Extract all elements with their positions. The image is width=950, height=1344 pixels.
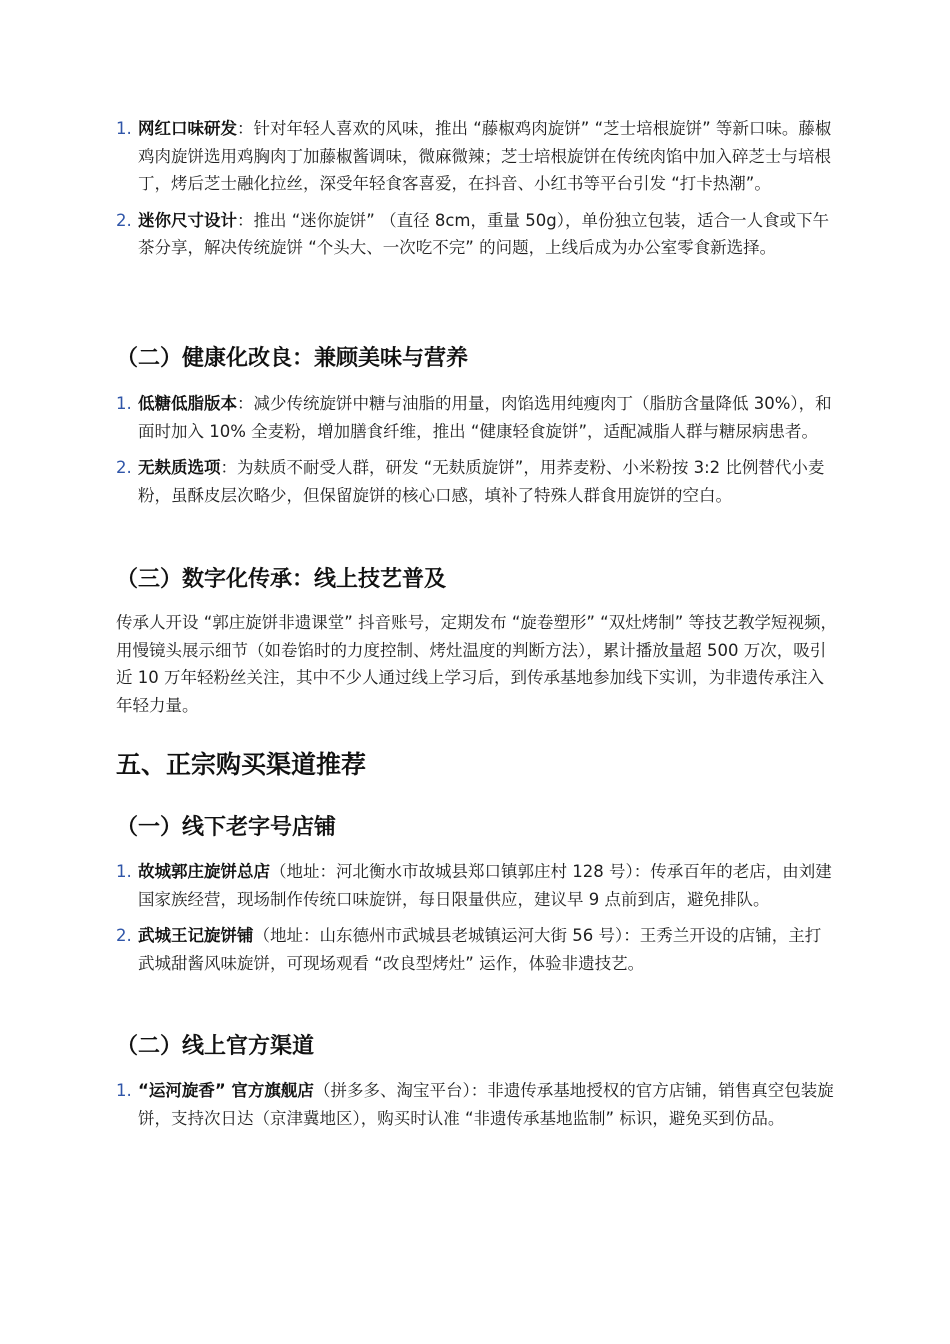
list-number: 2.: [116, 926, 132, 945]
section-heading-health: （二）健康化改良：兼顾美味与营养: [116, 346, 469, 371]
list-item-title: “运河旋香” 官方旗舰店: [138, 1081, 314, 1100]
list-item-title: 低糖低脂版本: [138, 394, 237, 413]
list-item-text: ：为麸质不耐受人群，研发 “无麸质旋饼”，用荞麦粉、小米粉按 3:2 比例替代小麦粉，虽酥皮层次略少，但保留旋饼的核心口感，填补了特殊人群食用旋饼的空白。: [138, 458, 825, 505]
section-heading-online: （二）线上官方渠道: [116, 1034, 315, 1059]
section-heading-digital: （三）数字化传承：线上技艺普及: [116, 567, 447, 592]
list-item: [116, 115, 836, 198]
list-item-title: 武城王记旋饼铺: [138, 926, 254, 945]
list-item: [116, 390, 836, 445]
innovation-flavor-list: [116, 115, 836, 271]
list-number: 1.: [116, 862, 132, 881]
offline-store-list: [116, 858, 836, 986]
chapter-heading-purchase: 五、正宗购买渠道推荐: [116, 750, 367, 779]
list-item-text: ：针对年轻人喜欢的风味，推出 “藤椒鸡肉旋饼” “芝士培根旋饼” 等新口味。藤椒鸡肉旋饼选用鸡胸肉丁加藤椒酱调味，微麻微辣；芝士培根旋饼在传统肉馅中加入碎芝士与培根丁，烤后芝士融化拉丝，深受年轻食客喜爱，在抖音、小红书等平台引发 “打卡热潮”。: [138, 119, 832, 193]
list-item: [116, 858, 836, 913]
list-item: [116, 922, 836, 977]
digital-paragraph: 传承人开设 “郭庄旋饼非遗课堂” 抖音账号，定期发布 “旋卷塑形” “双灶烤制” 等技艺教学短视频，用慢镜头展示细节（如卷馅时的力度控制、烤灶温度的判断方法），累计播放量超 500 万次，吸引近 10 万年轻粉丝关注，其中不少人通过线上学习后，到传承基地参加线下实训，为非遗传承注入年轻力量。: [116, 613, 838, 715]
list-item: [116, 454, 836, 509]
list-number: 2.: [116, 210, 132, 230]
list-number: 1.: [116, 1081, 132, 1100]
list-number: 1.: [116, 119, 132, 138]
health-list: [116, 390, 836, 518]
section-heading-offline: （一）线下老字号店铺: [116, 815, 337, 840]
list-item-text: （拼多多、淘宝平台）：非遗传承基地授权的官方店铺，销售真空包装旋饼，支持次日达（京津冀地区），购买时认准 “非遗传承基地监制” 标识，避免买到仿品。: [138, 1081, 834, 1128]
online-channel-list: [116, 1077, 836, 1141]
list-number: 2.: [116, 458, 132, 477]
list-item-text: ：减少传统旋饼中糖与油脂的用量，肉馅选用纯瘦肉丁（脂肪含量降低 30%），和面时加入 10% 全麦粉，增加膳食纤维，推出 “健康轻食旋饼”，适配减脂人群与糖尿病患者。: [138, 394, 832, 441]
list-item-title: 无麸质选项: [138, 458, 221, 477]
list-item-title: 网红口味研发: [138, 119, 237, 138]
list-item: [116, 207, 836, 262]
list-item-title: 故城郭庄旋饼总店: [138, 862, 270, 881]
list-number: 1.: [116, 394, 132, 413]
list-item-text: （地址：河北衡水市故城县郑口镇郭庄村 128 号）：传承百年的老店，由刘建国家族经营，现场制作传统口味旋饼，每日限量供应，建议早 9 点前到店，避免排队。: [138, 862, 832, 909]
list-item-text: ：推出 “迷你旋饼” （直径 8cm，重量 50g），单份独立包装，适合一人食或下午茶分享，解决传统旋饼 “个头大、一次吃不完” 的问题，上线后成为办公室零食新选择。: [138, 210, 829, 257]
list-item: [116, 1077, 836, 1132]
list-item-text: （地址：山东德州市武城县老城镇运河大街 56 号）：王秀兰开设的店铺，主打武城甜酱风味旋饼，可现场观看 “改良型烤灶” 运作，体验非遗技艺。: [138, 926, 822, 973]
list-item-title: 迷你尺寸设计: [138, 210, 237, 230]
